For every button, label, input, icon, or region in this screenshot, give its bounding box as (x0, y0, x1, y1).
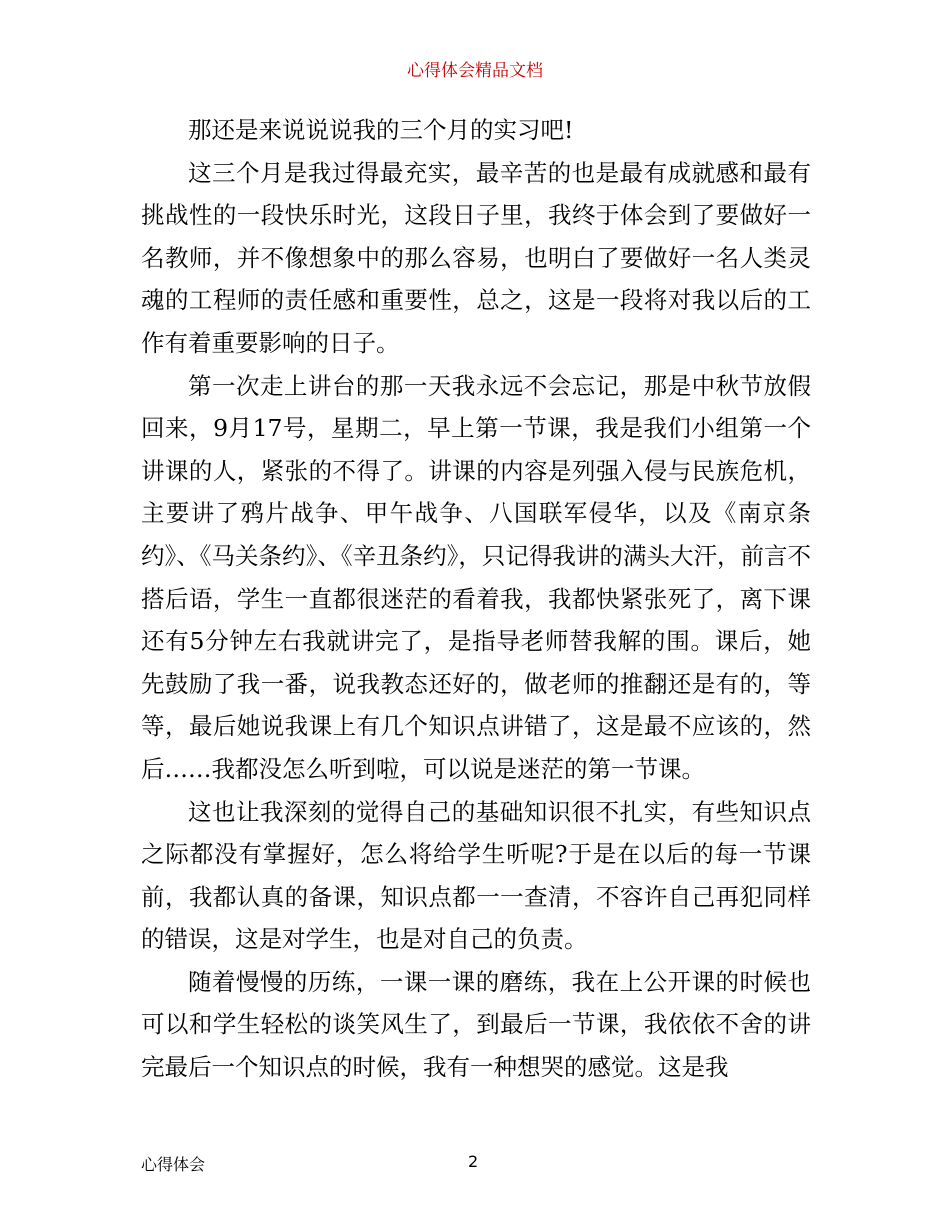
document-body (141, 109, 811, 1089)
paragraph-3: 第一次走上讲台的那一天我永远不会忘记，那是中秋节放假回来，9月17号，星期二，早上第一节课，我是我们小组第一个讲课的人，紧张的不得了。讲课的内容是列强入侵与民族危机，主要讲了鸦片战争、甲午战争、八国联军侵华，以及《南京条约》、《马关条约》、《辛丑条约》，只记得我讲的满头大汗，前言不搭后语，学生一直都很迷茫的看着我，我都快紧张死了，离下课还有5分钟左右我就讲完了，是指导老师替我解的围。课后，她先鼓励了我一番，说我教态还好的，做老师的推翻还是有的，等等，最后她说我课上有几个知识点讲错了，这是最不应该的，然后……我都没怎么听到啦，可以说是迷茫的第一节课。 (141, 371, 811, 783)
paragraph-4: 这也让我深刻的觉得自己的基础知识很不扎实，有些知识点之际都没有掌握好，怎么将给学生听呢?于是在以后的每一节课前，我都认真的备课，知识点都一一查清，不容许自己再犯同样的错误，这是对学生，也是对自己的负责。 (141, 797, 811, 954)
paragraph-2: 这三个月是我过得最充实，最辛苦的也是最有成就感和最有挑战性的一段快乐时光，这段日子里，我终于体会到了要做好一名教师，并不像想象中的那么容易，也明白了要做好一名人类灵魂的工程师的责任感和重要性，总之，这是一段将对我以后的工作有着重要影响的日子。 (141, 158, 811, 357)
paragraph-1: 那还是来说说说我的三个月的实习吧! (188, 116, 574, 144)
paragraph-5: 随着慢慢的历练，一课一课的磨练，我在上公开课的时候也可以和学生轻松的谈笑风生了，到最后一节课，我依依不舍的讲完最后一个知识点的时候，我有一种想哭的感觉。这是我 (141, 967, 811, 1082)
page-number: 2 (468, 1152, 479, 1171)
document-header-title: 心得体会精品文档 (407, 61, 543, 81)
footer-label: 心得体会 (141, 1155, 206, 1174)
